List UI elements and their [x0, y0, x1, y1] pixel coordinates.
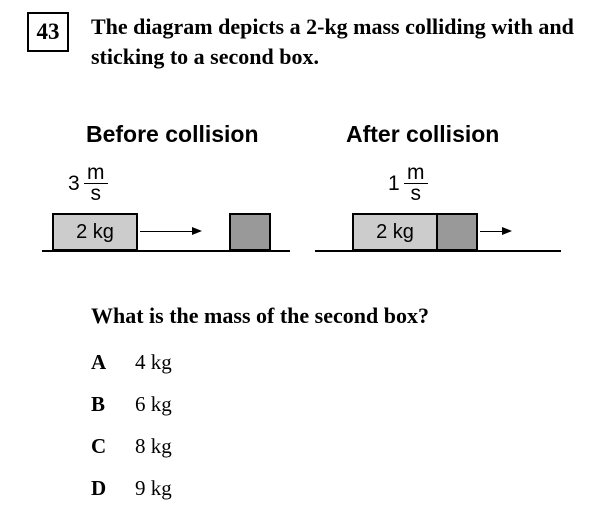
after-second-box: [436, 213, 478, 251]
before-collision-title: Before collision: [86, 121, 259, 147]
question-stem: The diagram depicts a 2-kg mass colliding with and sticking to a second box.: [91, 14, 574, 69]
choice-text: 4 kg: [135, 350, 172, 374]
before-mass-box: 2 kg: [52, 213, 138, 251]
question-number: 43: [27, 12, 69, 52]
after-ground-line: [315, 250, 561, 252]
choice-letter: C: [91, 434, 107, 458]
after-unit-denominator: s: [410, 182, 421, 205]
after-speed-value: 1: [388, 171, 400, 195]
after-collision-title: After collision: [346, 121, 500, 147]
after-velocity-arrow: [480, 231, 510, 232]
before-speed-label: [68, 163, 108, 204]
choice-text: 9 kg: [135, 476, 172, 500]
choice-d[interactable]: [91, 476, 172, 501]
question-prompt: What is the mass of the second box?: [91, 303, 429, 328]
choice-c[interactable]: [91, 434, 172, 459]
choice-a[interactable]: [91, 350, 172, 375]
choice-letter: A: [91, 350, 107, 374]
before-speed-value: 3: [68, 171, 80, 195]
before-second-box: [229, 213, 271, 251]
choice-b[interactable]: [91, 392, 172, 417]
after-speed-label: [388, 163, 428, 204]
choice-letter: B: [91, 392, 106, 416]
after-unit-numerator: m: [404, 163, 428, 184]
before-ground-line: [42, 250, 290, 252]
choice-letter: D: [91, 476, 107, 500]
before-velocity-arrow: [140, 231, 200, 232]
before-unit-denominator: s: [90, 182, 101, 205]
after-speed-unit: [404, 163, 428, 204]
before-speed-unit: [84, 163, 108, 204]
after-mass-box: 2 kg: [352, 213, 438, 251]
choice-text: 6 kg: [135, 392, 172, 416]
choice-text: 8 kg: [135, 434, 172, 458]
before-unit-numerator: m: [84, 163, 108, 184]
